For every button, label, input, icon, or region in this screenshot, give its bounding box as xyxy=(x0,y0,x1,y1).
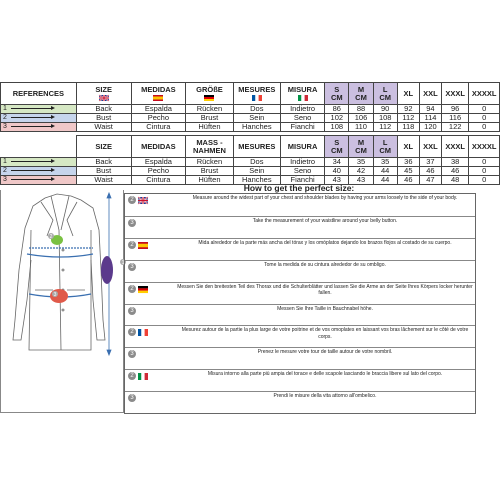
table-cell: Seno xyxy=(280,167,324,176)
table-cell: Fianchi xyxy=(280,123,324,132)
table-cell: 38 xyxy=(441,158,468,167)
howto-row xyxy=(125,238,475,261)
howto-text: Prenez le mesure votre tour de taille autour de votre nombril. xyxy=(257,349,393,356)
table-cell: 46 xyxy=(419,167,441,176)
table-cell: 0 xyxy=(469,105,500,114)
size2-m: M CM xyxy=(349,136,373,158)
reference-cell xyxy=(1,123,77,132)
marker-back xyxy=(101,256,113,284)
jacket-outline xyxy=(13,194,105,350)
howto-text: Messen Sie Ihre Taille in Bauchnabel höhe. xyxy=(277,305,373,312)
howto-text: Mesurez autour de la partie la plus large de votre poitrine et de vos omoplates en laissant vos bras lâchement sur le côté de votre corps. xyxy=(181,327,469,340)
header-mesures-label: MESURES xyxy=(238,84,276,94)
table-cell: Hanches xyxy=(233,176,280,185)
step-number-badge: 2 xyxy=(128,372,136,380)
uk-flag-icon xyxy=(99,95,109,101)
header-medidas xyxy=(131,83,186,105)
reference-number: 3 xyxy=(3,176,7,183)
howto-row xyxy=(125,216,475,239)
howto-text: Misura intorno alla parte più ampia del torace e delle scapole lasciando le braccia libere sul lato del corpo. xyxy=(207,371,443,378)
howto-row xyxy=(125,260,475,283)
table-cell: 116 xyxy=(441,114,468,123)
reference-number: 2 xyxy=(3,167,7,174)
table-cell: Brust xyxy=(186,114,233,123)
table-cell: 94 xyxy=(419,105,441,114)
header-size xyxy=(76,83,131,105)
arrow-icon xyxy=(11,161,53,162)
howto-icons xyxy=(128,328,148,337)
table-cell: 92 xyxy=(397,105,419,114)
step-number-badge: 3 xyxy=(128,394,136,402)
table-cell: 0 xyxy=(469,114,500,123)
howto-row xyxy=(125,304,475,327)
table-cell: Espalda xyxy=(131,158,186,167)
step-number-badge: 3 xyxy=(128,219,136,227)
table-cell: Bust xyxy=(76,114,131,123)
header2-mesures: MESURES xyxy=(233,136,280,158)
howto-row xyxy=(125,325,475,348)
size-xl: XL xyxy=(397,83,419,105)
table-cell: 46 xyxy=(397,176,419,185)
germany-flag-icon xyxy=(204,95,214,101)
reference-cell xyxy=(1,105,77,114)
table-cell: Sein xyxy=(233,167,280,176)
table-cell: 102 xyxy=(325,114,349,123)
table-cell: 114 xyxy=(419,114,441,123)
france-flag-icon xyxy=(252,95,262,101)
table-cell: Brust xyxy=(186,167,233,176)
table-cell: Rücken xyxy=(186,105,233,114)
table-cell: 0 xyxy=(469,176,500,185)
marker-label-2: 2 xyxy=(49,234,53,240)
table-cell: 106 xyxy=(349,114,373,123)
howto-text: Measure around the widest part of your chest and shoulder blades by having your arms loosely to the side of your body. xyxy=(192,195,458,201)
table-cell: Espalda xyxy=(131,105,186,114)
header2-misura: MISURA xyxy=(280,136,324,158)
step-number-badge: 2 xyxy=(128,196,136,204)
size-xxxxl: XXXXL xyxy=(469,83,500,105)
header2-size: SIZE xyxy=(76,136,131,158)
table-cell: 40 xyxy=(325,167,349,176)
table-cell: 112 xyxy=(397,114,419,123)
table-cell: 35 xyxy=(373,158,397,167)
marker-label-3: 3 xyxy=(53,292,57,298)
table-cell: 108 xyxy=(373,114,397,123)
reference-cell xyxy=(1,176,77,185)
table-cell: 0 xyxy=(469,167,500,176)
france-flag-icon xyxy=(136,328,148,345)
table-cell: 35 xyxy=(349,158,373,167)
table-cell: 90 xyxy=(373,105,397,114)
howto-row xyxy=(125,347,475,370)
table-cell: Hüften xyxy=(186,176,233,185)
table-cell: Rücken xyxy=(186,158,233,167)
howto-icons xyxy=(128,219,136,228)
howto-row xyxy=(125,282,475,305)
table-cell: Indietro xyxy=(280,105,324,114)
size2-s: S CM xyxy=(325,136,349,158)
italy-flag-icon xyxy=(298,95,308,101)
step-number-badge: 3 xyxy=(128,263,136,271)
howto-icons xyxy=(128,196,148,205)
howto-text: Mida alrededor de la parte más ancha del tórax y los omóplatos dejando los brazos flojos al costado de su cuerpo. xyxy=(198,239,452,246)
reference-cell xyxy=(1,167,77,176)
howto-icons xyxy=(128,372,148,381)
table-cell: 43 xyxy=(349,176,373,185)
howto-icons xyxy=(128,307,136,316)
header-size-label: SIZE xyxy=(95,84,112,94)
howto-icons xyxy=(128,350,136,359)
arrow-icon xyxy=(11,126,53,127)
jacket-diagram xyxy=(1,190,123,410)
step-number-badge: 2 xyxy=(128,328,136,336)
header-grosse-label: GRÖßE xyxy=(196,84,223,94)
table-row xyxy=(1,123,500,132)
table-cell: 46 xyxy=(441,167,468,176)
table-cell: Sein xyxy=(233,114,280,123)
table-cell: 110 xyxy=(349,123,373,132)
table-cell: 37 xyxy=(419,158,441,167)
table-cell: 96 xyxy=(441,105,468,114)
reference-number: 2 xyxy=(3,114,7,121)
size-xxl: XXL xyxy=(419,83,441,105)
table-cell: 108 xyxy=(325,123,349,132)
size-l: L CM xyxy=(373,83,397,105)
table-cell: Hüften xyxy=(186,123,233,132)
uk-flag-icon xyxy=(136,196,148,213)
table-cell: 0 xyxy=(469,123,500,132)
header2-medidas: MEDIDAS xyxy=(131,136,186,158)
howto-icons xyxy=(128,263,136,272)
arrow-icon xyxy=(11,117,53,118)
header-blank xyxy=(1,136,77,158)
size2-xxl: XXL xyxy=(419,136,441,158)
table-cell: 88 xyxy=(349,105,373,114)
marker-label-1: 1 xyxy=(121,260,125,266)
reference-cell xyxy=(1,114,77,123)
table-cell: Back xyxy=(76,105,131,114)
table-cell: Waist xyxy=(76,176,131,185)
arrow-icon xyxy=(11,108,53,109)
table-cell: 122 xyxy=(441,123,468,132)
table-cell: Cintura xyxy=(131,176,186,185)
howto-row xyxy=(125,194,475,216)
table-cell: Hanches xyxy=(233,123,280,132)
howto-icons xyxy=(128,285,148,294)
size-table-2 xyxy=(0,135,500,185)
table-cell: 112 xyxy=(373,123,397,132)
header-grosse xyxy=(186,83,233,105)
arrow-icon xyxy=(11,179,53,180)
header-misura-label: MISURA xyxy=(287,84,318,94)
table-cell: Waist xyxy=(76,123,131,132)
header-misura xyxy=(280,83,324,105)
howto-icons xyxy=(128,241,148,250)
table-cell: 36 xyxy=(397,158,419,167)
step-number-badge: 3 xyxy=(128,307,136,315)
step-number-badge: 2 xyxy=(128,241,136,249)
table-cell: Pecho xyxy=(131,167,186,176)
header-mesures xyxy=(233,83,280,105)
step-number-badge: 3 xyxy=(128,350,136,358)
size2-l: L CM xyxy=(373,136,397,158)
howto-title: How to get the perfect size: xyxy=(243,183,355,193)
howto-panel xyxy=(121,193,476,414)
howto-text: Take the measurement of your waistline around your belly button. xyxy=(252,217,398,224)
germany-flag-icon xyxy=(136,285,148,302)
size-s: S CM xyxy=(325,83,349,105)
table-cell: Dos xyxy=(233,105,280,114)
table-cell: 44 xyxy=(373,176,397,185)
table-cell: Dos xyxy=(233,158,280,167)
table-cell: 42 xyxy=(349,167,373,176)
table-cell: Cintura xyxy=(131,123,186,132)
spain-flag-icon xyxy=(153,95,163,101)
reference-number: 1 xyxy=(3,158,7,165)
table-cell: 0 xyxy=(469,158,500,167)
table-cell: Back xyxy=(76,158,131,167)
table-cell: Fianchi xyxy=(280,176,324,185)
howto-row xyxy=(125,391,475,414)
reference-number: 3 xyxy=(3,123,7,130)
howto-icons xyxy=(128,394,136,403)
table-cell: 45 xyxy=(397,167,419,176)
table-cell: 44 xyxy=(373,167,397,176)
howto-row xyxy=(125,369,475,392)
reference-cell xyxy=(1,158,77,167)
size-xxxl: XXXL xyxy=(441,83,468,105)
size2-xxxl: XXXL xyxy=(441,136,468,158)
table-cell: Bust xyxy=(76,167,131,176)
step-number-badge: 2 xyxy=(128,285,136,293)
table-cell: Pecho xyxy=(131,114,186,123)
size-table-1 xyxy=(0,82,500,132)
italy-flag-icon xyxy=(136,372,148,389)
table-cell: 120 xyxy=(419,123,441,132)
size2-xl: XL xyxy=(397,136,419,158)
table-cell: Seno xyxy=(280,114,324,123)
howto-text: Prendi le misure della vita attorno all'ombelico. xyxy=(273,393,377,400)
size2-xxxxl: XXXXL xyxy=(469,136,500,158)
table-cell: 43 xyxy=(325,176,349,185)
jacket-diagram-panel xyxy=(0,190,124,413)
header-references: REFERENCES xyxy=(1,83,77,105)
howto-text: Messen Sie den breitesten Teil des Thorax und die Schulterblätter und lassen Sie die Arme an der Seite Ihres Körpers locker herunter fallen. xyxy=(177,283,473,297)
header2-massnahmen: MASS - NAHMEN xyxy=(186,136,233,158)
spain-flag-icon xyxy=(136,241,148,258)
reference-number: 1 xyxy=(3,105,7,112)
arrow-icon xyxy=(11,170,53,171)
table-cell: 47 xyxy=(419,176,441,185)
header-medidas-label: MEDIDAS xyxy=(141,84,176,94)
table-cell: 34 xyxy=(325,158,349,167)
size-m: M CM xyxy=(349,83,373,105)
table-cell: Indietro xyxy=(280,158,324,167)
howto-text: Tome la medida de su cintura alrededor de su ombligo. xyxy=(264,261,386,268)
table-cell: 86 xyxy=(325,105,349,114)
table-cell: 48 xyxy=(441,176,468,185)
table-cell: 118 xyxy=(397,123,419,132)
